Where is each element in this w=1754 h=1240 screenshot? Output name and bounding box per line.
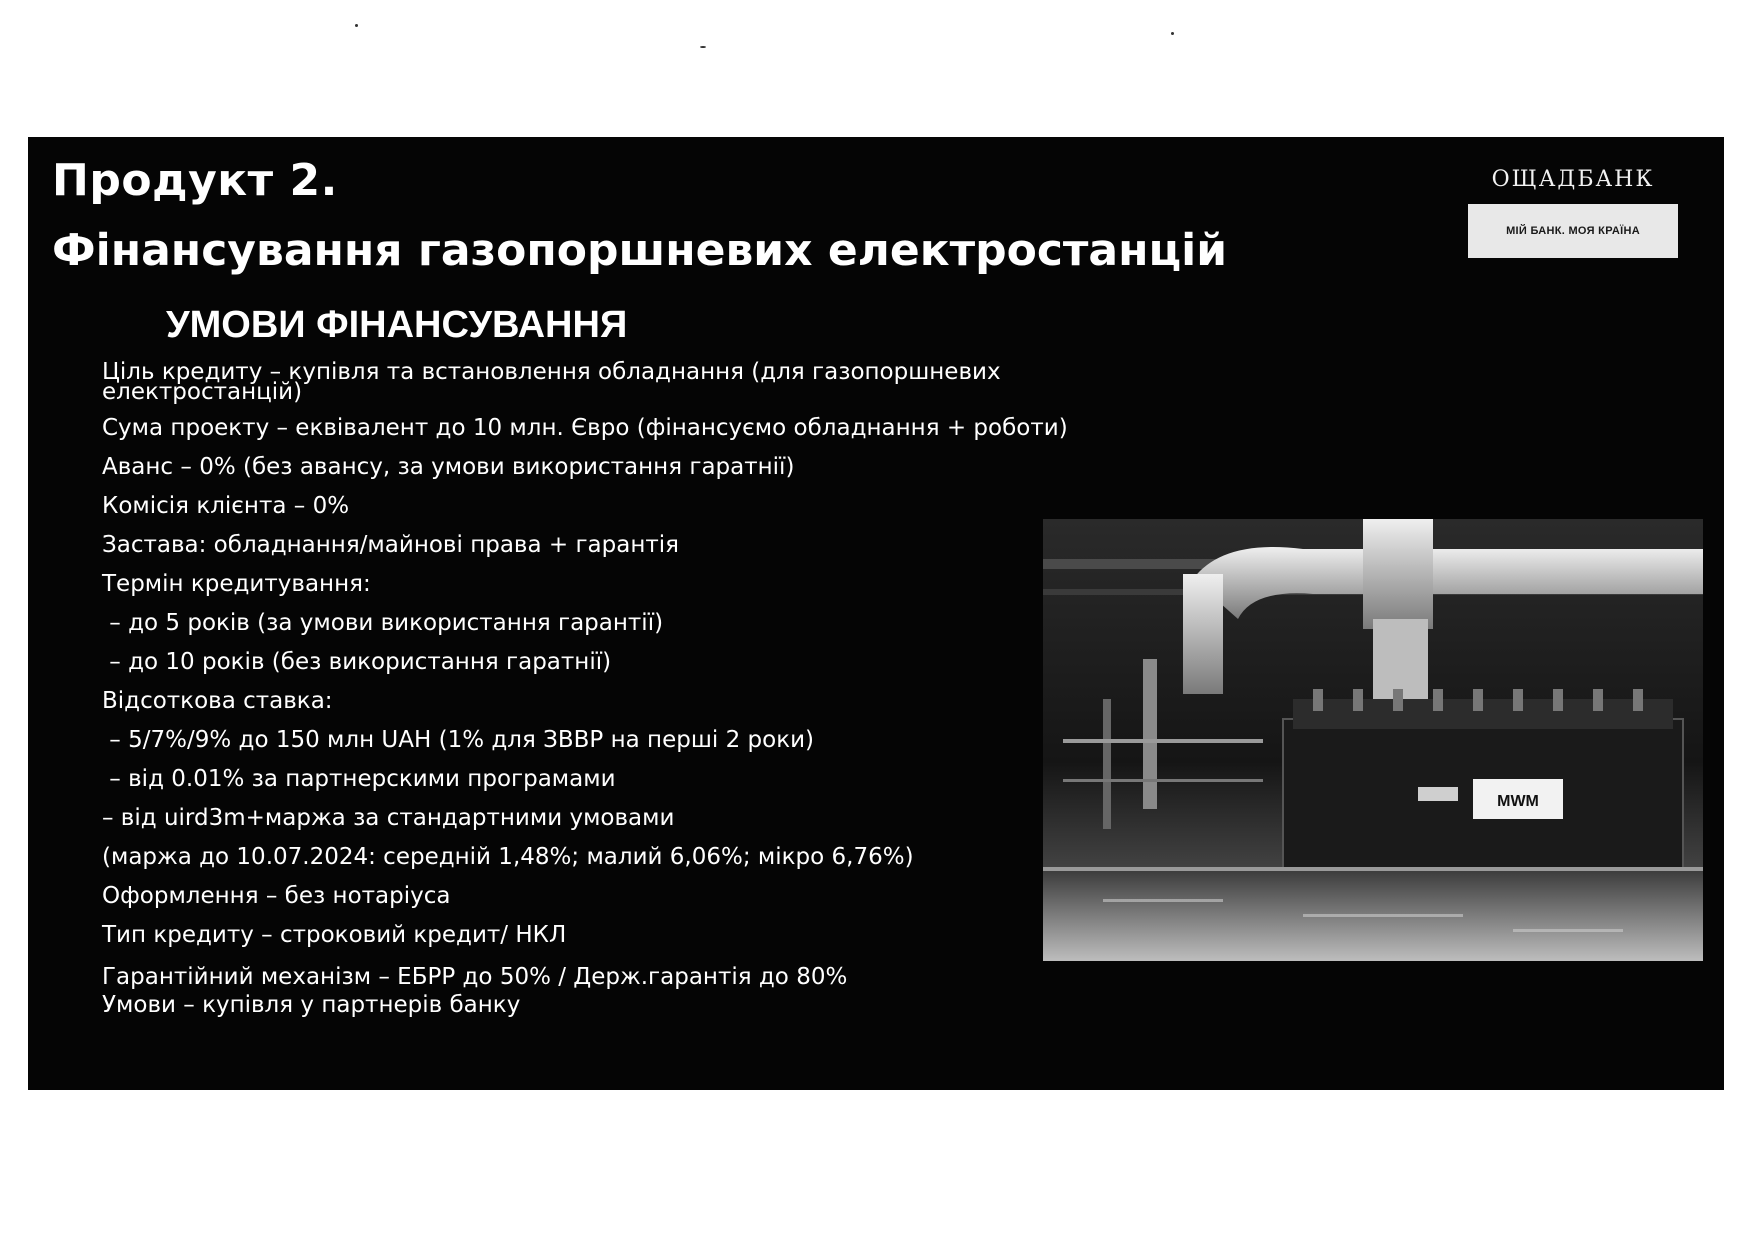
scan-speck [700,46,706,48]
term-line: – до 5 років (за умови використання гарантії) [102,610,664,636]
term-line: (маржа до 10.07.2024: середній 1,48%; малий 6,06%; мікро 6,76%) [102,844,914,870]
term-line: Сума проекту – еквівалент до 10 млн. Євро (фінансуємо обладнання + роботи) [102,415,1068,441]
term-line: Комісія клієнта – 0% [102,493,350,519]
gas-engine-photo [1043,519,1703,961]
term-line: Умови – купівля у партнерів банку [102,992,521,1018]
term-line: Оформлення – без нотаріуса [102,883,451,909]
slide-title-line2: Фінансування газопоршневих електростанцій [52,225,1228,276]
term-line: – від 0.01% за партнерскими програмами [102,766,616,792]
engine-brand-label: MWM [1497,793,1539,810]
slide [28,137,1724,1090]
term-line: Ціль кредиту – купівля та встановлення обладнання (для газопоршневих [102,359,1001,385]
term-line: Термін кредитування: [102,571,371,597]
bank-logo-name: ОЩАДБАНК [1491,167,1655,192]
term-line: Тип кредиту – строковий кредит/ НКЛ [102,922,567,948]
bank-logo [1468,167,1678,258]
term-line: – від uird3m+маржа за стандартними умовами [102,805,675,831]
scan-speck [1171,32,1174,35]
bank-logo-tagline: МІЙ БАНК. МОЯ КРАЇНА [1468,204,1678,258]
term-line: електростанцій) [102,379,303,405]
term-line: – 5/7%/9% до 150 млн UAH (1% для ЗВВР на перші 2 роки) [102,727,815,753]
term-line: Аванс – 0% (без авансу, за умови використання гаратнії) [102,454,795,480]
scan-speck [355,24,358,27]
financing-terms-list [102,360,1082,1017]
term-line: Гарантійний механізм – ЕБРР до 50% / Держ.гарантія до 80% [102,964,848,990]
term-line: Відсоткова ставка: [102,688,333,714]
gas-engine-illustration [1043,519,1703,961]
financing-conditions-heading: УМОВИ ФІНАНСУВАННЯ [166,304,628,346]
term-line: Застава: обладнання/майнові права + гарантія [102,532,679,558]
slide-title-line1: Продукт 2. [52,155,338,206]
term-line: – до 10 років (без використання гаратнії) [102,649,612,675]
